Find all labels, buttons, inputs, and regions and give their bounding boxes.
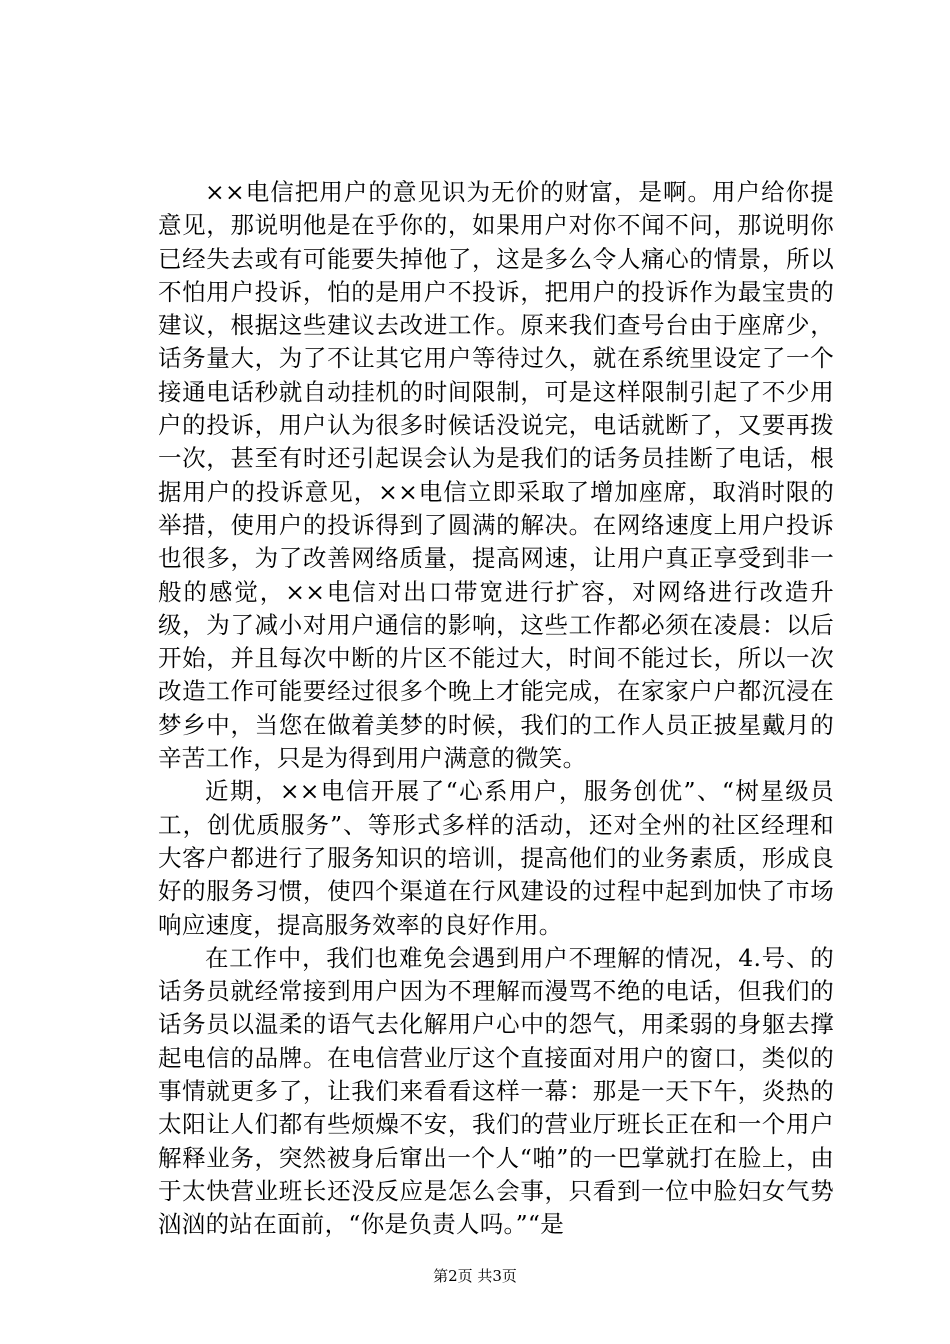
paragraph-3: 在工作中，我们也难免会遇到用户不理解的情况，4.号、的话务员就经常接到用户因为不理解而漫骂不绝的电话，但我们的话务员以温柔的语气去化解用户心中的怨气，用柔弱的身躯去撑起电信的品牌。在电信营业厅这个直接面对用户的窗口，类似的事情就更多了，让我们来看看这样一幕：那是一天下午，炎热的太阳让人们都有些烦燥不安，我们的营业厅班长正在和一个用户解释业务，突然被身后窜出一个人“啪”的一巴掌就打在脸上，由于太快营业班长还没反应是怎么会事，只看到一位中脸妇女气势汹汹的站在面前，“你是负责人吗。”“是 xyxy=(158,943,834,1239)
paragraph-1: ××电信把用户的意见识为无价的财富，是啊。用户给你提意见，那说明他是在乎你的，如果用户对你不闻不问，那说明你已经失去或有可能要失掉他了，这是多么令人痛心的情景，所以不怕用户投诉，怕的是用户不投诉，把用户的投诉作为最宝贵的建议，根据这些建议去改进工作。原来我们查号台由于座席少，话务量大，为了不让其它用户等待过久，就在系统里设定了一个接通电话秒就自动挂机的时间限制，可是这样限制引起了不少用户的投诉，用户认为很多时候话没说完，电话就断了，又要再拨一次，甚至有时还引起误会认为是我们的话务员挂断了电话，根据用户的投诉意见，××电信立即采取了增加座席，取消时限的举措，使用户的投诉得到了圆满的解决。在网络速度上用户投诉也很多，为了改善网络质量，提高网速，让用户真正享受到非一般的感觉，××电信对出口带宽进行扩容，对网络进行改造升级，为了减小对用户通信的影响，这些工作都必须在凌晨：以后开始，并且每次中断的片区不能过大，时间不能过长，所以一次改造工作可能要经过很多个晚上才能完成，在家家户户都沉浸在梦乡中，当您在做着美梦的时候，我们的工作人员正披星戴月的辛苦工作，只是为得到用户满意的微笑。 xyxy=(158,178,834,773)
page-footer: 第2页 共3页 xyxy=(433,1267,517,1285)
document-body xyxy=(158,176,834,1242)
paragraph-2: 近期，××电信开展了“心系用户，服务创优”、“树星级员工，创优质服务”、等形式多样的活动，还对全州的社区经理和大客户都进行了服务知识的培训，提高他们的业务素质，形成良好的服务习惯，使四个渠道在行风建设的过程中起到加快了市场响应速度，提高服务效率的良好作用。 xyxy=(158,777,834,939)
